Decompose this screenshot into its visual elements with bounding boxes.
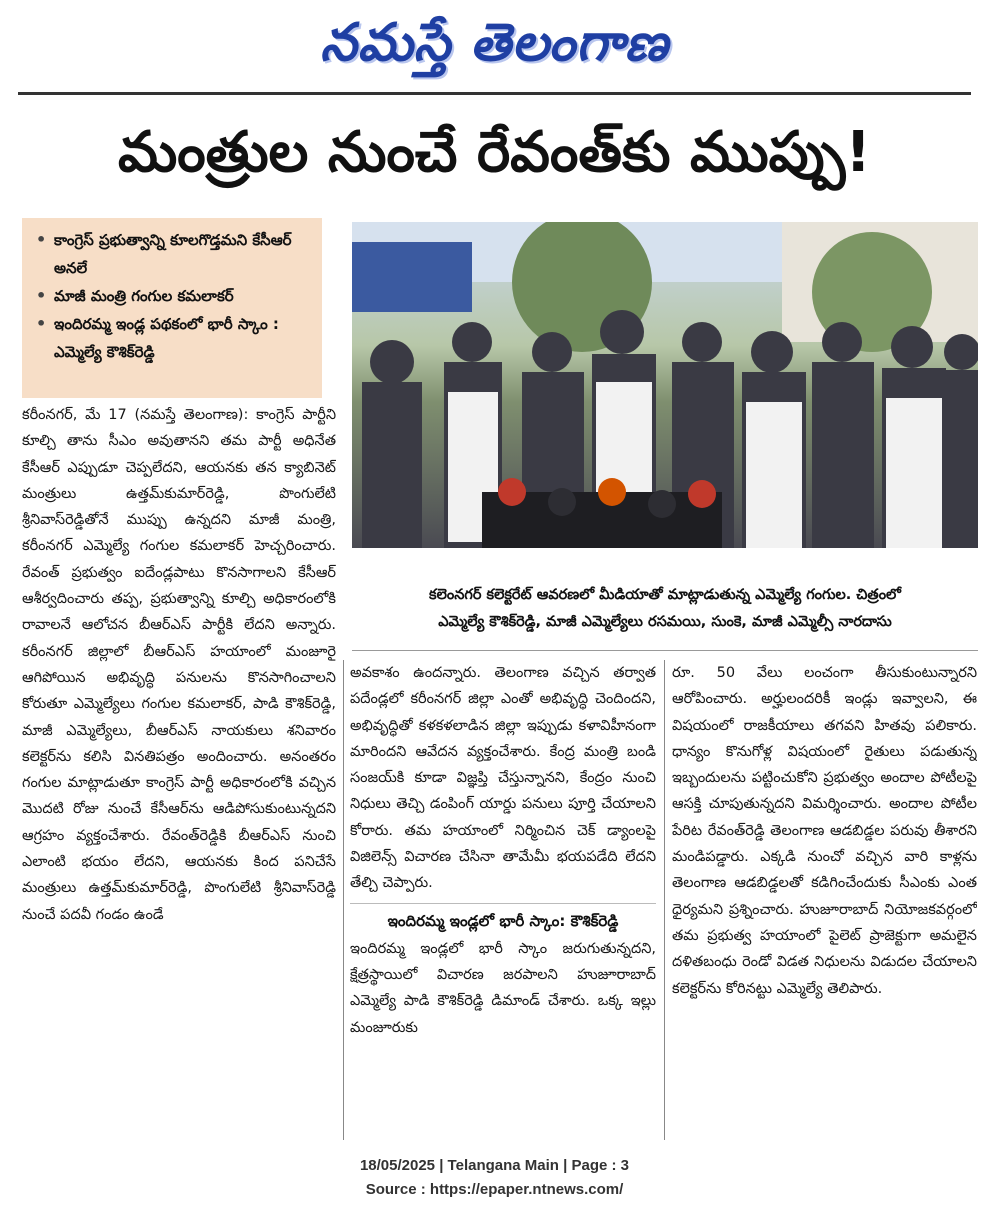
bullet-icon: • [36,286,47,305]
news-photo [352,222,978,548]
photo-caption [352,582,978,638]
caption-rule [352,650,978,651]
highlight-item: • ఇందిరమ్మ ఇండ్ల పథకంలో భారీ స్కాం : ఎమ్మెల్యే కౌశిక్‌రెడ్డి [36,310,312,366]
article-column-right [672,660,977,1138]
bullet-icon: • [36,314,47,333]
footer-date-line: 18/05/2025 | Telangana Main | Page : 3 [359,1157,630,1174]
caption-line: కలెంనగర్ కలెక్టరేట్ ఆవరణలో మీడియాతో మాట్లాడుతున్న ఎమ్మెల్యే గంగుల. చిత్రంలో [429,587,901,603]
column-divider [664,660,665,1140]
article-text: రూ. 50 వేలు లంచంగా తీసుకుంటున్నారని ఆరోపించారు. అర్హులందరికీ ఇండ్లు ఇవ్వాలని, ఈ విషయంలో రాజకీయాలు తగవని హితవు పలికారు. ధాన్యం కొనుగోళ్ల విషయంలో రైతులు పడుతున్న ఇబ్బందులను పట్టించుకోని ప్రభుత్వం అందాల పోటీలపై ఆసక్తి చూపుతున్నదని విమర్శించారు. అందాల పోటీల పేరిట రేవంత్‌రెడ్డి తెలంగాణ ఆడబిడ్డల పరువు తీశారని మండిపడ్డారు. ఎక్కడి నుంచో వచ్చిన వారి కాళ్లను తెలంగాణ ఆడబిడ్డలతో కడిగించేందుకు సీఎంకు ఎంత ధైర్యమని ప్రశ్నించారు. హుజూరాబాద్ నియోజకవర్గంలో తమ ప్రభుత్వ హయాంలో పైలెట్ ప్రాజెక్టుగా అమలైన దళితబంధు రెండో విడత నిధులను విడుదల చేయాలని కలెక్టర్‌ను కోరినట్టు ఎమ్మెల్యే తెలిపారు. [672,665,977,997]
header-rule [18,92,971,95]
article-text: ఇందిరమ్మ ఇండ్లలో భారీ స్కాం జరుగుతున్నదని, క్షేత్రస్థాయిలో విచారణ జరపాలని హుజూరాబాద్ ఎమ్మెల్యే పాడి కౌశిక్‌రెడ్డి డిమాండ్ చేశారు. ఒక్క ఇల్లు మంజూరుకు [350,940,656,1036]
page-footer [0,1154,989,1202]
photo-illustration [352,222,978,548]
highlight-item: • కాంగ్రెస్ ప్రభుత్వాన్ని కూలగొడ్తమని కేసీఆర్ అనలే [36,226,312,282]
article-column-middle [350,660,656,1140]
article-column-left [22,402,336,1142]
page-headline: మంత్రుల నుంచే రేవంత్‌కు ముప్పు! [118,120,871,185]
highlight-item: • మాజీ మంత్రి గంగుల కమలాకర్ [36,282,312,310]
bullet-icon: • [36,230,47,249]
article-text: అవకాశం ఉందన్నారు. తెలంగాణ వచ్చిన తర్వాత పదేండ్లలో కరీంనగర్ జిల్లా ఎంతో అభివృద్ధి చెందిందని, అభివృద్ధితో కళకళలాడిన జిల్లా ఇప్పుడు కళావిహీనంగా మారిందని ఆవేదన వ్యక్తంచేశారు. కేంద్ర మంత్రి బండి సంజయ్‌కి కూడా విజ్ఞప్తి చేస్తున్నానని, కేంద్రం నుంచి నిధులు తెచ్చి డంపింగ్ యార్డు పనులు పూర్తి చేయాలని కోరారు. తమ హయాంలో నిర్మించిన చెక్ డ్యాంలపై విజిలెన్స్ విచారణ చేసినా తామేమీ భయపడేది లేదని తేల్చి చెప్పారు. [350,665,656,892]
column-divider [343,660,344,1140]
footer-source-link[interactable]: Source : https://epaper.ntnews.com/ [365,1181,624,1198]
article-text: కరీంనగర్, మే 17 (నమస్తే తెలంగాణ): కాంగ్రెస్ పార్టీని కూల్చి తాను సీఎం అవుతానని తమ పార్టీ అధినేత కేసీఆర్ ఎప్పుడూ చెప్పలేదని, ఆయనకు తన క్యాబినెట్ మంత్రులు ఉత్తమ్‌కుమార్‌రెడ్డి, పొంగులేటి శ్రీనివాస్‌రెడ్డితోనే ముప్పు ఉన్నదని మాజీ మంత్రి, కరీంనగర్ ఎమ్మెల్యే గంగుల కమలాకర్ హెచ్చరించారు. రేవంత్ ప్రభుత్వం ఐదేండ్లపాటు కొనసాగాలని కేసీఆర్ ఆశీర్వదించారు తప్ప, ప్రభుత్వాన్ని కూల్చి అధికారంలోకి రావాలనే ఆలోచన బీఆర్‌ఎస్ పార్టీకి లేదని అన్నారు. కరీంనగర్ జిల్లాలో బీఆర్‌ఎస్ హయాంలో మంజూరై ఆగిపోయిన అభివృద్ధి పనులను కొనసాగించాలని కోరుతూ ఎమ్మెల్యేలు గంగుల కమలాకర్, పాడి కౌశిక్‌రెడ్డి, మాజీ ఎమ్మెల్యేలు, బీఆర్‌ఎస్ నాయకులు శనివారం కలెక్టర్‌ను కలిసి వినతిపత్రం అందించారు. అనంతరం గంగుల మాట్లాడుతూ కాంగ్రెస్ పార్టీ అధికారంలోకి వచ్చిన మొదటి రోజు నుంచే కేసీఆర్‌ను ఆడిపోసుకుంటున్నదని ఆగ్రహం వ్యక్తంచేశారు. రేవంత్‌రెడ్డికి బీఆర్‌ఎస్ నుంచి ఎలాంటి భయం లేదని, ఆయనకు కింద పనిచేసే మంత్రులు ఉత్తమ్‌కుమార్‌రెడ్డి, పొంగులేటి శ్రీనివాస్‌రెడ్డి నుంచే పదవీ గండం ఉండే [22,407,336,923]
highlights-box [22,218,322,398]
caption-line: ఎమ్మెల్యే కౌశిక్‌రెడ్డి, మాజీ ఎమ్మెల్యేలు రసమయి, సుంకె, మాజీ ఎమ్మెల్సీ నారదాసు [438,614,892,630]
masthead-logo: నమస్తే తెలంగాణ [320,12,669,73]
article-subhead: ఇందిరమ్మ ఇండ్లలో భారీ స్కాం: కౌశిక్‌రెడ్డి [350,903,656,936]
